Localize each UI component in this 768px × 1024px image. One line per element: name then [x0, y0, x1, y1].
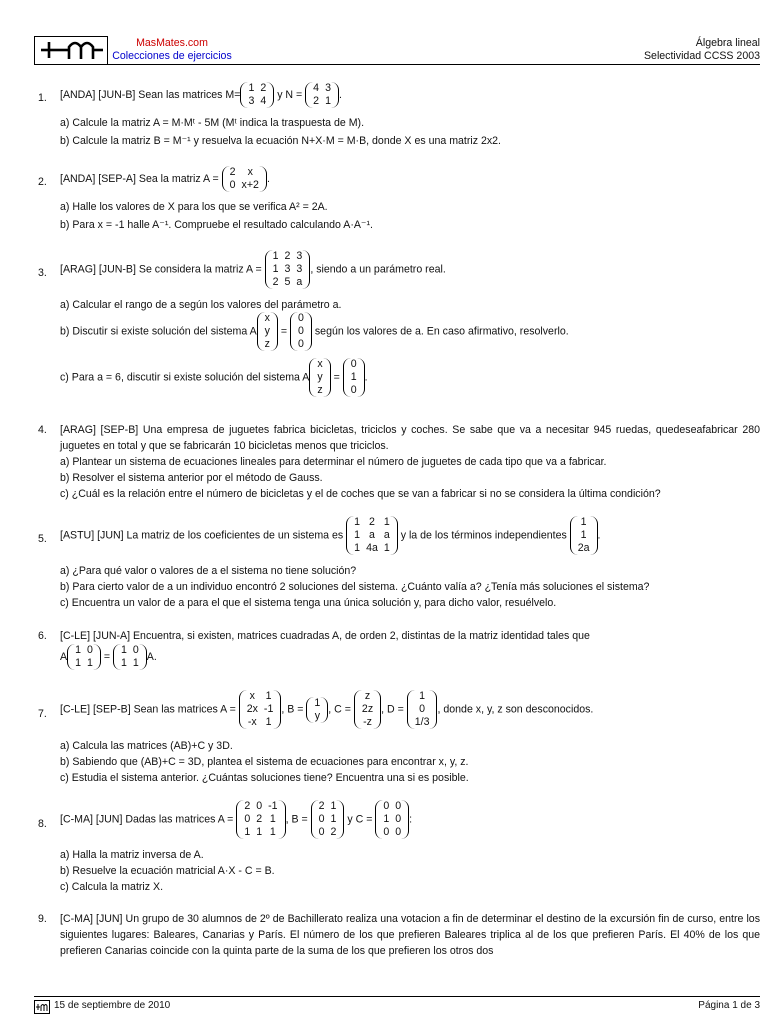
matrix-A: [239, 690, 282, 729]
matrix-cell: 1: [269, 813, 276, 825]
matrix-cell: 0: [383, 826, 390, 838]
question-8: [38, 800, 760, 900]
footer-date: 15 de septiembre de 2010: [54, 1000, 171, 1011]
matrix-B: [311, 800, 345, 839]
matrix-cell: 1: [383, 542, 390, 554]
matrix-cell: 2z: [361, 703, 374, 715]
matrix-cell: -z: [363, 716, 372, 728]
question-7: [38, 690, 760, 790]
matrix-cell: 1: [580, 516, 587, 528]
question-3: [38, 250, 760, 410]
matrix-cell: 1: [314, 696, 321, 709]
matrix-cell: 1: [272, 263, 279, 275]
matrix-cell: 2: [256, 813, 263, 825]
matrix-cell: x+2: [241, 179, 259, 191]
part-c: c) Para a = 6, discutir si existe solución del sistema A x y z = 0 1 0 .: [60, 358, 368, 396]
question-text: [C-LE] [JUN-A] Encuentra, si existen, matrices cuadradas A, de orden 2, distintas de la matriz identidad tales que: [60, 630, 590, 642]
question-number: 4.: [38, 424, 47, 436]
matrix-cell: 2: [313, 95, 320, 107]
matrix-cell: y: [264, 325, 270, 337]
vector-rhs: [343, 358, 365, 397]
question-intro: [ANDA] [SEP-A] Sea la matriz A = 2 x 0 x+2 .: [60, 166, 270, 191]
header-right: [644, 37, 760, 63]
matrix-C: [375, 800, 409, 839]
matrix-cell: 2: [369, 516, 375, 528]
matrix-cell: a: [383, 529, 390, 541]
matrix-cell: y: [314, 709, 320, 722]
matrix-cell: 0: [298, 325, 304, 337]
matrix-cell: 1: [132, 657, 139, 669]
matrix-M: [240, 82, 274, 108]
question-6: [38, 628, 760, 678]
question-number: 2.: [38, 176, 47, 188]
matrix-cell: 0: [383, 800, 390, 812]
matrix-cell: 2x: [246, 703, 258, 715]
matrix-cell: 1: [383, 516, 390, 528]
matrix-cell: y: [317, 371, 323, 383]
matrix-cell: 1: [354, 542, 361, 554]
matrix-cell: 1: [75, 657, 81, 669]
matrix-cell: 2: [260, 82, 267, 94]
site-info: [110, 37, 234, 63]
question-number: 7.: [38, 708, 47, 720]
matrix-cell: 3: [284, 263, 291, 275]
matrix-cell: 0: [298, 338, 304, 350]
matrix-cell: 3: [296, 263, 303, 275]
matrix-cell: x: [317, 358, 323, 370]
matrix-cell: 0: [350, 384, 357, 396]
masmates-small-logo: [34, 1000, 50, 1014]
matrix-cell: 3: [296, 250, 303, 262]
masmates-logo: [34, 36, 108, 65]
matrix-cell: 0: [395, 826, 402, 838]
matrix-cell: z: [317, 384, 323, 396]
matrix-cell: 1: [86, 657, 93, 669]
part-b: b) Para cierto valor de a un individuo encontró 2 soluciones del sistema. ¿Cuánto valía a? ¿Tenía más soluciones el sistema?: [60, 581, 650, 593]
matrix-cell: 1: [419, 690, 426, 702]
subject-title: Álgebra lineal: [695, 37, 760, 49]
question-5: [38, 516, 760, 616]
question-9: [38, 911, 760, 961]
matrix-cell: 1: [120, 644, 127, 656]
vector-xyz: [257, 312, 278, 351]
matrix-cell: 2: [284, 250, 291, 262]
matrix-cell: 2a: [577, 542, 590, 554]
part-b: b) Calcule la matriz B = M⁻¹ y resuelva la ecuación N+X·M = M·B, donde X es una matriz 2x2.: [60, 135, 501, 147]
matrix-cell: 1: [580, 529, 587, 541]
question-intro: [ASTU] [JUN] La matriz de los coeficientes de un sistema es 1 2 1 1 a a 1 4a 1 y la de los términos independientes 1 1 2a .: [60, 516, 601, 554]
matrix-cell: 0: [86, 644, 93, 656]
matrix-cell: 1: [265, 716, 272, 728]
coefficient-matrix: [346, 516, 398, 555]
part-b: b) Para x = -1 halle A⁻¹. Compruebe el resultado calculando A·A⁻¹.: [60, 219, 373, 231]
part-b: b) Resolver el sistema anterior por el método de Gauss.: [60, 472, 323, 484]
matrix-cell: 1: [269, 826, 276, 838]
page-number: Página 1 de 3: [698, 1000, 760, 1011]
matrix-cell: 3: [248, 95, 255, 107]
question-intro: [ANDA] [JUN-B] Sean las matrices M= 1 2 3 4 y N = 4 3 2 1 .: [60, 82, 342, 107]
question-number: 3.: [38, 267, 47, 279]
matrix-cell: 2: [244, 800, 251, 812]
matrix-cell: a: [369, 529, 375, 541]
matrix-A: [222, 166, 267, 192]
matrix-cell: 1: [354, 516, 361, 528]
independent-terms: [570, 516, 598, 555]
matrix-cell: 1: [265, 690, 272, 702]
part-b: b) Resuelve la ecuación matricial A·X - C = B.: [60, 865, 275, 877]
matrix-equation: A 1 0 1 1 = 1 0 1 1 A.: [60, 644, 157, 669]
matrix-cell: 1: [256, 826, 263, 838]
matrix-cell: x: [249, 690, 255, 702]
question-intro: [ARAG] [JUN-B] Se considera la matriz A = 1 2 3 1 3 3 2 5 a , siendo a un parámetro real.: [60, 250, 446, 288]
part-c: c) Estudia el sistema anterior. ¿Cuántas soluciones tiene? Encuentra una si es posible.: [60, 772, 469, 784]
matrix-cell: 1: [330, 800, 337, 812]
matrix-cell: 0: [318, 826, 325, 838]
site-name-link[interactable]: MasMates.com: [136, 37, 208, 49]
question-number: 6.: [38, 630, 47, 642]
matrix-cell: a: [296, 276, 303, 288]
matrix-cell: 0: [229, 179, 236, 191]
part-b: b) Discutir si existe solución del sistema A x y z = 0 0 0 según los valores de a. En caso afirmativo, resolverlo.: [60, 312, 569, 350]
matrix-cell: 2: [330, 826, 337, 838]
part-a: a) Halle los valores de X para los que se verifica A² = 2A.: [60, 201, 328, 213]
matrix-cell: 1: [354, 529, 361, 541]
part-c: c) Calcula la matriz X.: [60, 881, 164, 893]
question-1: [38, 82, 760, 152]
question-number: 1.: [38, 92, 47, 104]
matrix-cell: 0: [298, 312, 304, 324]
matrix-D: [407, 690, 438, 729]
matrix-cell: z: [264, 338, 270, 350]
matrix-cell: 4: [260, 95, 267, 107]
part-c: c) Encuentra un valor de a para el que el sistema tenga una única solución y, para dicho valor, resuélvelo.: [60, 597, 557, 609]
question-intro: [C-LE] [SEP-B] Sean las matrices A = x 1 2x -1 -x 1 , B = 1 y , C = z 2z -z , D = 1 0 1/3 , donde x, y, z son desconocidos.: [60, 690, 594, 728]
matrix-cell: 0: [132, 644, 139, 656]
matrix-cell: 1: [272, 250, 279, 262]
matrix-cell: 2: [318, 800, 325, 812]
matrix-cell: 0: [350, 358, 357, 370]
footer-divider: [34, 996, 760, 997]
part-a: a) Plantear un sistema de ecuaciones lineales para determinar el número de juguetes de cada tipo que va a fabricar.: [60, 456, 607, 468]
question-number: 8.: [38, 818, 47, 830]
matrix-cell: x: [247, 166, 253, 178]
part-a: a) Halla la matriz inversa de A.: [60, 849, 204, 861]
matrix-cell: z: [364, 690, 371, 702]
matrix-cell: 1: [330, 813, 337, 825]
page-footer: [34, 999, 760, 1015]
page-header: [34, 34, 760, 64]
part-a: a) Calcula las matrices (AB)+C y 3D.: [60, 740, 233, 752]
matrix-cell: 1: [248, 82, 255, 94]
matrix-cell: 0: [395, 800, 402, 812]
matrix-cell: 0: [256, 800, 263, 812]
part-c: c) ¿Cuál es la relación entre el número de bicicletas y el de coches que se van a fabricar si no se considera la última condición?: [60, 488, 661, 500]
question-4: [38, 422, 760, 506]
matrix-N: [305, 82, 339, 108]
matrix-cell: 5: [284, 276, 291, 288]
question-intro: [C-MA] [JUN] Dadas las matrices A = 2 0 -1 0 2 1 1 1 1 , B = 2 1 0 1 0 2 y C = 0 0 1 0 0 0 :: [60, 800, 413, 838]
exam-title: Selectividad CCSS 2003: [643, 50, 760, 62]
matrix-cell: 1: [120, 657, 127, 669]
matrix-cell: 2: [229, 166, 236, 178]
matrix-cell: 1: [350, 371, 357, 383]
matrix-cell: 2: [272, 276, 279, 288]
matrix-cell: 1: [75, 644, 81, 656]
matrix-cell: 1: [325, 95, 331, 107]
vector-xyz: [309, 358, 330, 397]
site-subtitle-link[interactable]: Colecciones de ejercicios: [112, 50, 232, 62]
matrix-cell: -x: [247, 716, 257, 728]
matrix-cell: 0: [419, 703, 426, 715]
matrix-cell: 4a: [366, 542, 378, 554]
matrix-cell: x: [264, 312, 270, 324]
part-a: a) ¿Para qué valor o valores de a el sistema no tiene solución?: [60, 565, 357, 577]
matrix-cell: 3: [325, 82, 331, 94]
matrix-B: [306, 697, 328, 723]
part-b: b) Sabiendo que (AB)+C = 3D, plantea el sistema de ecuaciones para encontrar x, y, z.: [60, 756, 469, 768]
matrix-left: [67, 644, 101, 670]
vector-zero: [290, 312, 312, 351]
question-text: [ARAG] [SEP-B] Una empresa de juguetes fabrica bicicletas, triciclos y coches. Se sabe que va a necesitar 945 ruedas, quedeseafabricar 280 juguetes en total y que se fabricarán 10 bicicletas menos que triciclos.: [60, 424, 760, 452]
matrix-cell: 1: [383, 813, 390, 825]
matrix-cell: 4: [313, 82, 320, 94]
matrix-cell: 1/3: [414, 716, 430, 728]
matrix-cell: 0: [318, 813, 325, 825]
part-a: a) Calcule la matriz A = M·Mᵗ - 5M (Mᵗ indica la traspuesta de M).: [60, 117, 365, 129]
matrix-right: [113, 644, 147, 670]
matrix-cell: 1: [244, 826, 251, 838]
question-number: 5.: [38, 533, 47, 545]
matrix-cell: -1: [268, 800, 278, 812]
matrix-A: [236, 800, 285, 839]
question-text: [C-MA] [JUN] Un grupo de 30 alumnos de 2º de Bachillerato realiza una votacion a fin de determinar el destino de la excursión fin de curso, entre los siguientes lugares: Baleares, Canarias y París. El número de los que prefieren Baleares triplica al de los que prefieren París. El 40% de los que prefieren Canarias coincide con la quinta parte de la suma de los que prefieren los otros dos: [60, 913, 760, 957]
matrix-cell: -1: [263, 703, 274, 715]
header-divider: [34, 64, 760, 65]
part-a: a) Calcular el rango de a según los valores del parámetro a.: [60, 299, 342, 311]
question-2: [38, 166, 760, 236]
matrix-cell: 0: [244, 813, 251, 825]
question-number: 9.: [38, 913, 47, 925]
matrix-A: [265, 250, 311, 289]
matrix-cell: 0: [395, 813, 402, 825]
matrix-C: [354, 690, 381, 729]
